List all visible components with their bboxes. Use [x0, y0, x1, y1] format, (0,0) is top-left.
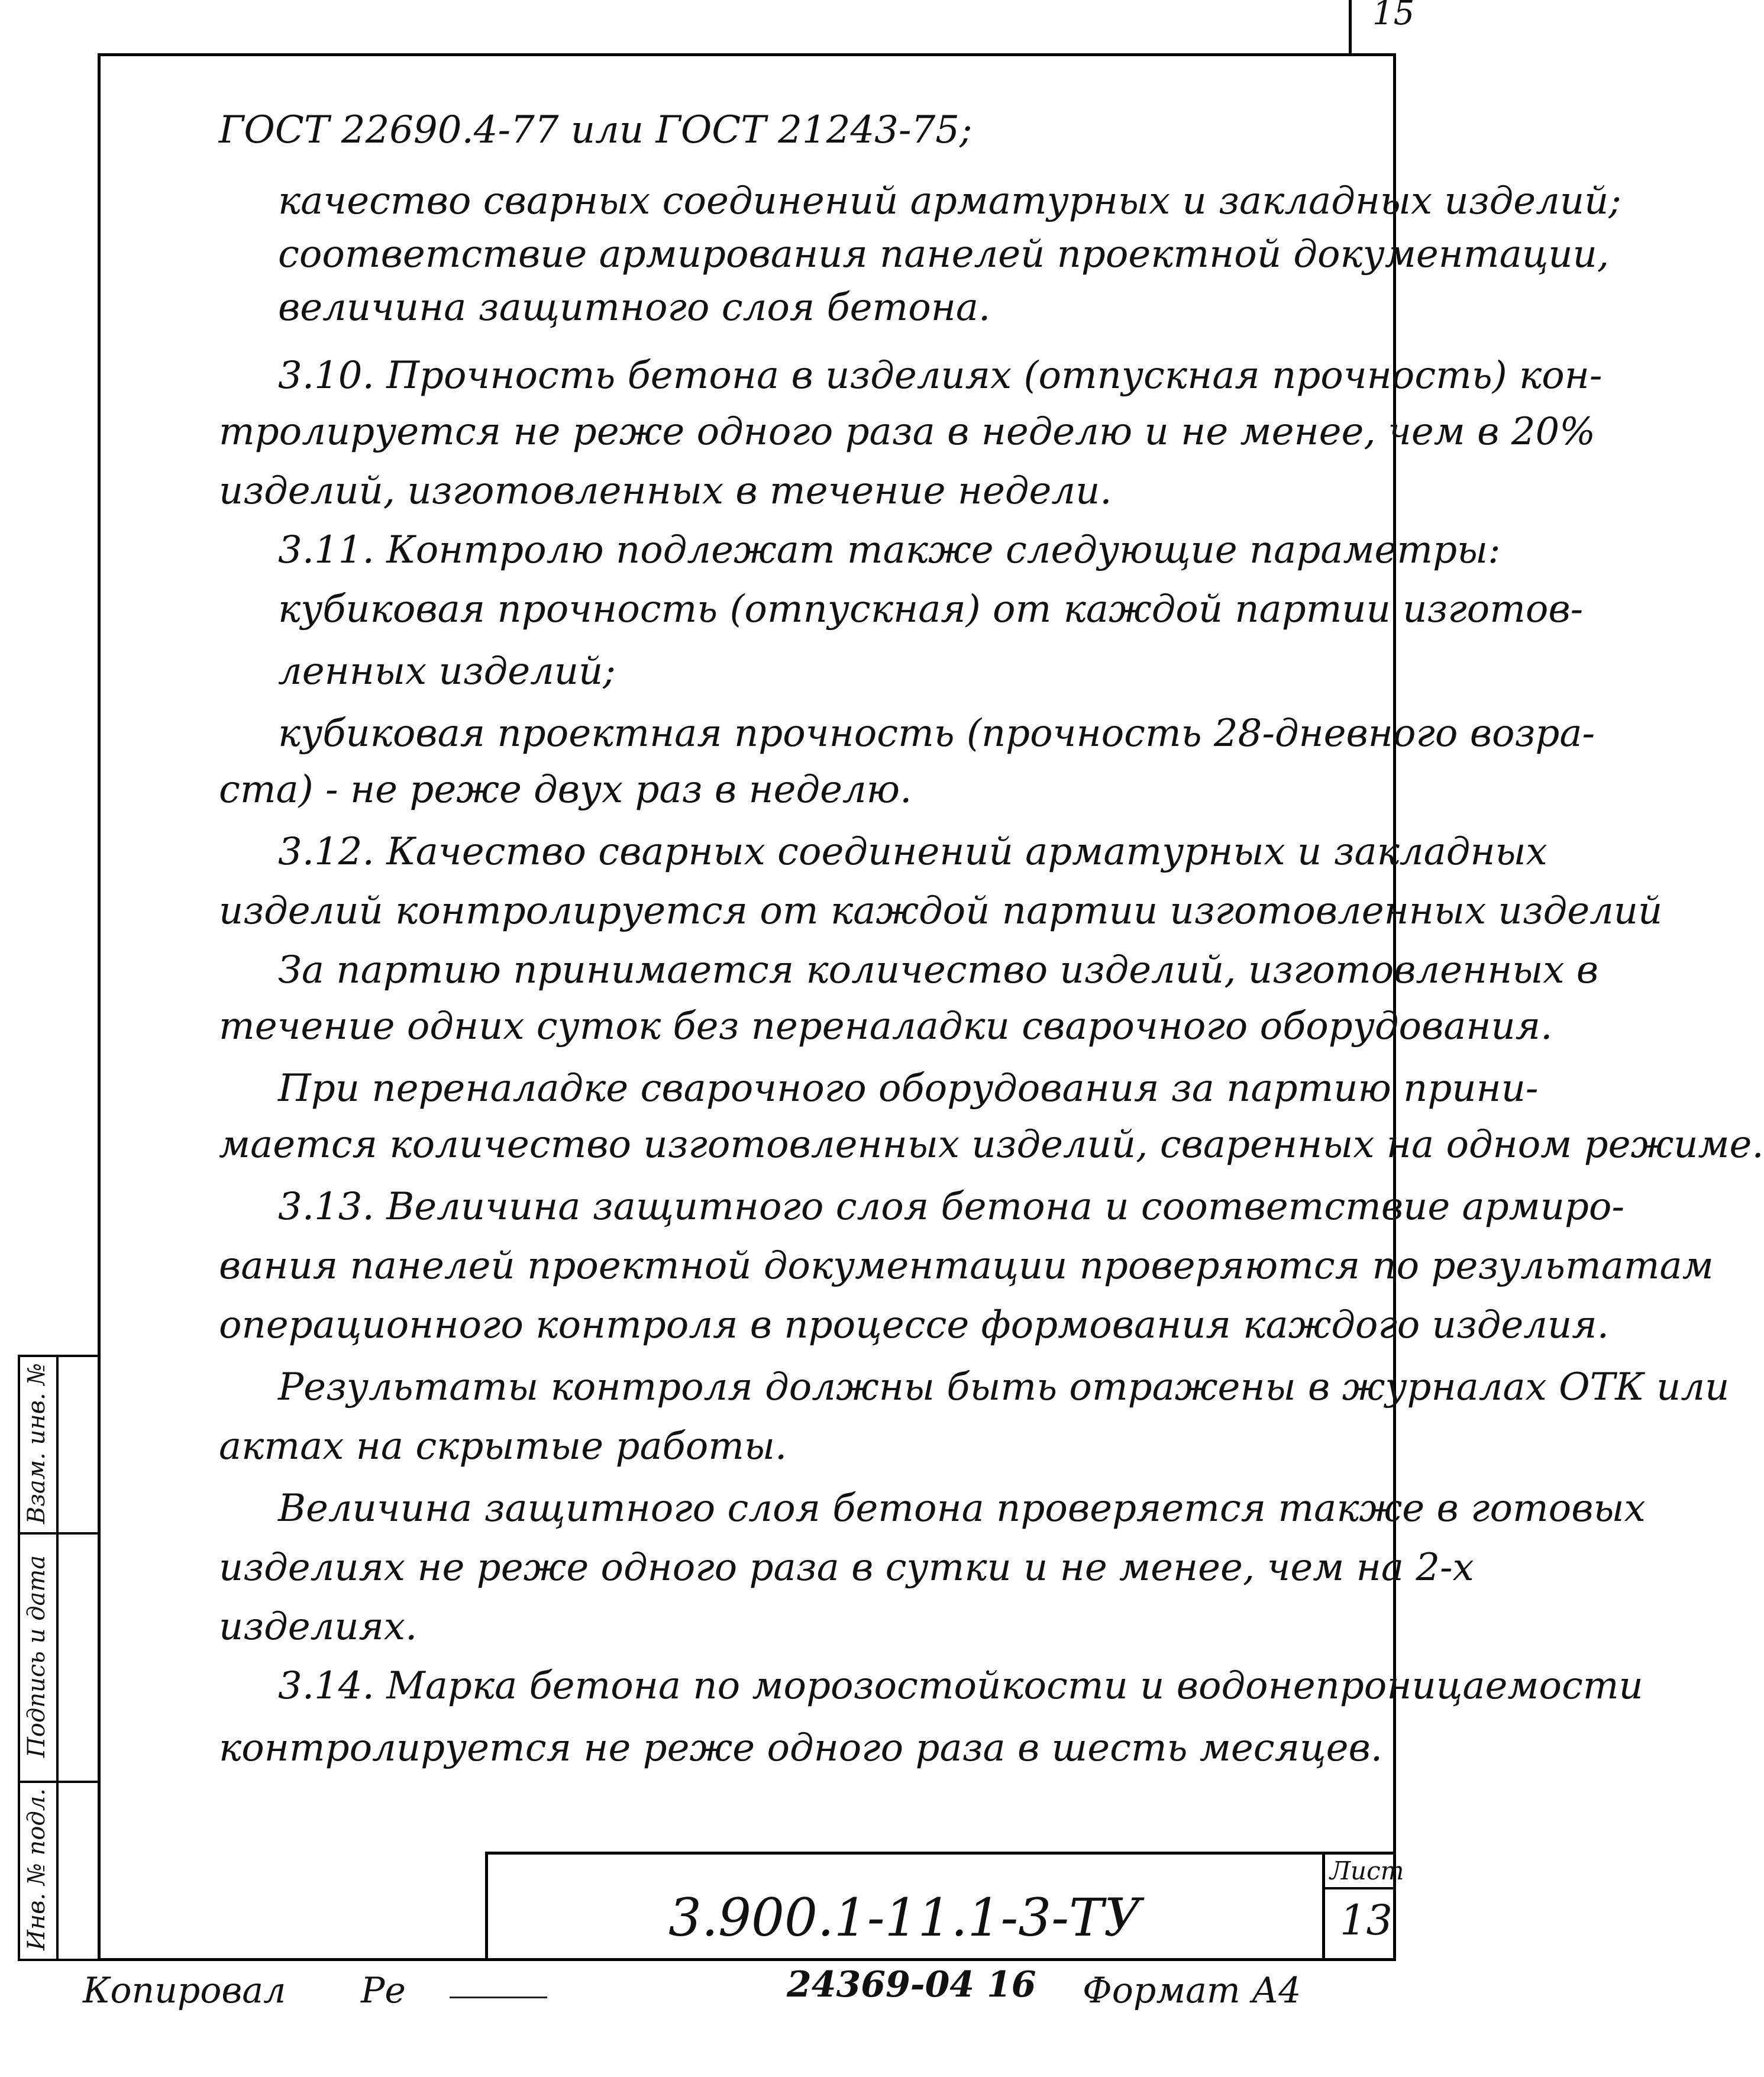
text-line: операционного контроля в процессе формования каждого изделия. [219, 1303, 1609, 1347]
footer-archive-number: 24369-04 16 [787, 1964, 1036, 2005]
text-line: При переналадке сварочного оборудования за партию прини- [278, 1067, 1539, 1110]
text-line: кубиковая прочность (отпускная) от каждой партии изготов- [278, 587, 1584, 631]
text-line: вания панелей проектной документации проверяются по результатам [219, 1244, 1714, 1288]
side-label-replace-inv: Взам. инв. № [23, 1362, 50, 1524]
text-line: актах на скрытые работы. [219, 1424, 787, 1468]
signature-line [450, 1997, 547, 1998]
text-line: 3.13. Величина защитного слоя бетона и соответствие армиро- [278, 1185, 1625, 1229]
text-line: Результаты контроля должны быть отражены в журналах ОТК или [278, 1365, 1730, 1409]
text-line: течение одних суток без переналадки сварочного оборудования. [219, 1004, 1553, 1048]
sheet-label: Лист [1330, 1856, 1404, 1885]
text-line: кубиковая проектная прочность (прочность 28-дневного возра- [278, 712, 1595, 755]
corner-number: 15 [1372, 0, 1415, 33]
text-line: 3.14. Марка бетона по морозостойкости и водонепроницаемости [278, 1664, 1643, 1708]
text-line: изделиях не реже одного раза в сутки и не менее, чем на 2-х [219, 1546, 1474, 1590]
footer-format: Формат А4 [1083, 1970, 1301, 2011]
text-line: мается количество изготовленных изделий, сваренных на одном режиме. [219, 1123, 1764, 1167]
side-label-inv-orig: Инв. № подл. [23, 1788, 50, 1950]
text-line: Величина защитного слоя бетона проверяется также в готовых [278, 1487, 1646, 1530]
text-line: изделиях. [219, 1605, 418, 1649]
text-line: контролируется не реже одного раза в шесть месяцев. [219, 1726, 1383, 1770]
title-block-sheet-divider [1322, 1852, 1325, 1961]
text-line: 3.11. Контролю подлежат также следующие параметры: [278, 528, 1501, 572]
sheet-number: 13 [1340, 1896, 1393, 1944]
text-line: соответствие армирования панелей проектной документации, [278, 232, 1610, 276]
text-line: изделий контролируется от каждой партии изготовленных изделий [219, 889, 1663, 933]
text-line: ленных изделий; [278, 650, 616, 693]
footer-copied-label: Копировал [83, 1970, 286, 2011]
text-line: тролируется не реже одного раза в неделю и не менее, чем в 20% [219, 410, 1595, 454]
text-line: величина защитного слоя бетона. [278, 286, 991, 330]
side-stamp-vline [56, 1355, 59, 1961]
text-line: 3.10. Прочность бетона в изделиях (отпускная прочность) кон- [278, 354, 1603, 398]
corner-box [1349, 0, 1352, 54]
side-label-sign-date: Подпись и дата [23, 1555, 50, 1758]
document-designation: 3.900.1-11.1-3-ТУ [668, 1887, 1142, 1948]
text-line: За партию принимается количество изделий, изготовленных в [278, 948, 1599, 992]
text-line: качество сварных соединений арматурных и закладных изделий; [278, 179, 1621, 223]
text-line: ГОСТ 22690.4-77 или ГОСТ 21243-75; [219, 108, 973, 152]
text-line: ста) - не реже двух раз в неделю. [219, 768, 912, 812]
text-line: 3.12. Качество сварных соединений арматурных и закладных [278, 830, 1547, 874]
text-line: изделий, изготовленных в течение недели. [219, 469, 1112, 513]
title-block-sheet-hline [1322, 1887, 1396, 1889]
footer-copied-sign: Ре [361, 1970, 406, 2011]
